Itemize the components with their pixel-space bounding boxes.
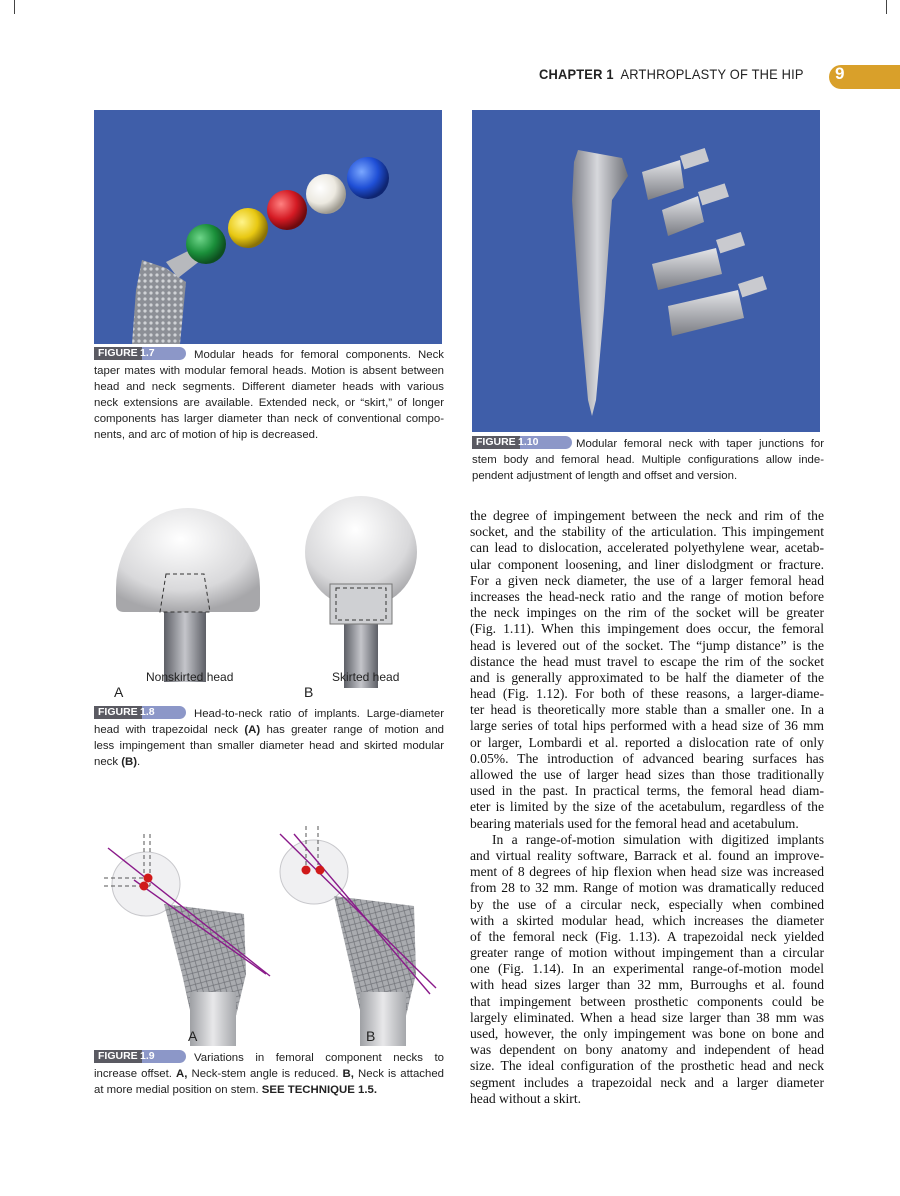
figure-1-9-diagram [94,824,444,1046]
body-text-line: In a range-of-motion simulation with digitized implants [492,831,824,847]
body-text-line: increases the head-neck ratio and the range of motion before [470,588,824,604]
figure-1-7-photo [94,110,442,344]
body-text-line: by the use of a circular neck, especially when combined [470,896,824,912]
blue-head-ball [347,157,389,199]
body-text-line: from 28 to 32 mm. Range of motion was dramatically reduced [470,880,824,896]
modular-neck-illustration [472,110,820,432]
body-text-line: head is levered out of the socket. The “jump distance” is the [470,637,824,653]
body-text-line: largely eliminated. When a head size larger than 38 mm was [470,1009,824,1025]
femoral-stem-shape [572,150,628,416]
yellow-head-ball [228,208,268,248]
skirted-head-label: Skirted head [332,670,400,684]
nonskirted-head [116,508,260,612]
body-text-line: or larger, Lombardi et al. reported a dislocation rate of only [470,734,824,750]
nonskirted-head-label: Nonskirted head [146,670,234,684]
body-text-line: and virtual reality software, Barrack et al. found an improve- [470,847,824,863]
body-text-line: large series of total hips performed with a head size of 36 mm [470,718,824,734]
body-text-line: was dependent on bony anatomy and independent of head [470,1042,824,1058]
body-text-line: ter head is theoretically more stable than a smaller one. In a [470,702,824,718]
body-text-line: allowed the use of larger head sizes than those traditionally [470,767,824,782]
body-text-line: one (Fig. 1.14). In an experimental range-of-motion model [470,961,824,977]
figure-1-9-letter-a: A [188,1028,198,1044]
body-text-line: 0.05%. The introduction of advanced bearing surfaces has [470,750,824,766]
body-text-line: eter is limited by the size of the acetabulum, regardless of the [470,799,824,815]
body-text-line: of the femoral neck (Fig. 1.13). A trapezoidal neck yielded [470,928,824,944]
chapter-label: CHAPTER 1 [539,66,615,82]
body-text-line: distance the head must travel to escape the rim of the socket [470,653,824,669]
white-head-ball [306,174,346,214]
figure-1-10-badge: FIGURE 1.10 [472,436,564,449]
figure-1-7-caption: FIGURE 1.7 Modular heads for femoral components. Neck taper mates with modular femoral heads. Motion is absent between head and neck segments. Different diameter heads with various neck extensions are available. Extended neck, or “skirt,” of longer components has larger diameter than neck of conventional compo- nents, and arc of motion of hip is decreased. [94,347,444,441]
body-text-column [470,508,824,1107]
modular-neck-4 [668,276,767,336]
skirt-collar [330,584,392,624]
body-text-line: used, however, the only impingement was bone on bone and [470,1026,824,1041]
figure-1-8-letter-b: B [304,684,314,700]
body-text-line: ment of 8 degrees of hip flexion when head size was increased [470,864,824,880]
body-text-line: that impingement between prosthetic components could be [470,993,824,1009]
body-text-line: the degree of impingement between the neck and rim of the [470,508,824,523]
figure-1-7-badge: FIGURE 1.7 [94,347,186,360]
chapter-title: ARTHROPLASTY OF THE HIP [620,66,804,82]
body-text-line: greater range of motion without impingement than a circular [470,945,824,961]
figure-1-9-letter-b: B [366,1028,376,1044]
figure-1-9-badge: FIGURE 1.9 [94,1050,186,1063]
figure-1-8-letter-a: A [114,684,124,700]
body-text-line: size. The ideal configuration of the prosthetic head and neck [470,1058,824,1074]
body-text-line: For a given neck diameter, the use of a larger femoral head [470,572,824,588]
body-text-line: the neck impinges on the rim of the socket will be greater [470,605,824,621]
femur-b [280,826,436,1046]
red-head-ball [267,190,307,230]
page-number: 9 [835,64,845,83]
body-text-line: (Fig. 1.11). When this impingement does occur, the femoral [470,621,824,637]
body-text-line: segment includes a trapezoidal neck and a larger diameter [470,1074,824,1090]
running-head [539,66,804,82]
figure-1-9-caption: FIGURE 1.9 Variations in femoral component necks to increase offset. A, Neck-stem angle is reduced. B, Neck is attached at more medial position on stem. SEE TECHNIQUE 1.5. [94,1050,445,1096]
figure-1-10-photo [472,110,820,432]
modular-heads-illustration [94,110,442,344]
body-text-line: socket, and the stability of the articulation. This impingement [470,524,824,540]
body-text-line: with head sizes larger than 32 mm, Burroughs et al. found [470,977,824,993]
paragraph-1 [470,508,824,832]
figure-1-8-badge: FIGURE 1.8 [94,706,186,719]
body-text-line: and is generally approximated to be half the diameter of the [470,669,824,685]
paragraph-2 [470,832,824,1107]
figure-1-8-diagram [94,492,444,704]
femoral-neck-offset-drawing [94,824,444,1046]
body-text-line: with a skirted modular head, which increases the diameter [470,912,824,928]
body-text-line: used in the past. In practical terms, the femoral head diam- [470,783,824,799]
figure-1-10-caption: FIGURE 1.10 Modular femoral neck with taper junctions for stem body and femoral head. Multiple configurations allow inde- pendent adjustment of length and offset and version. [472,436,824,482]
femur-a [104,834,270,1046]
crop-mark-top-right [886,0,900,14]
green-head-ball [186,224,226,264]
modular-neck-3 [652,232,745,290]
body-text-line: ular component loosening, and liner dislodgment or fracture. [470,556,824,572]
body-text-line: head (Fig. 1.12). For both of these reasons, a larger-diame- [470,686,824,702]
figure-1-8-caption: FIGURE 1.8 Head-to-neck ratio of implants. Large-diameter head with trapezoidal neck (A) has greater range of motion and less impingement than smaller diameter head and skirted modular neck (B). [94,706,444,768]
crop-mark-top-left [0,0,15,14]
body-text-line: bearing materials used for the femoral head and acetabulum. [470,815,799,831]
body-text-line: can lead to dislocation, accelerated polyethylene wear, acetab- [470,540,824,556]
body-text-line: head without a skirt. [470,1090,581,1106]
technique-reference: SEE TECHNIQUE 1.5. [261,1084,377,1096]
